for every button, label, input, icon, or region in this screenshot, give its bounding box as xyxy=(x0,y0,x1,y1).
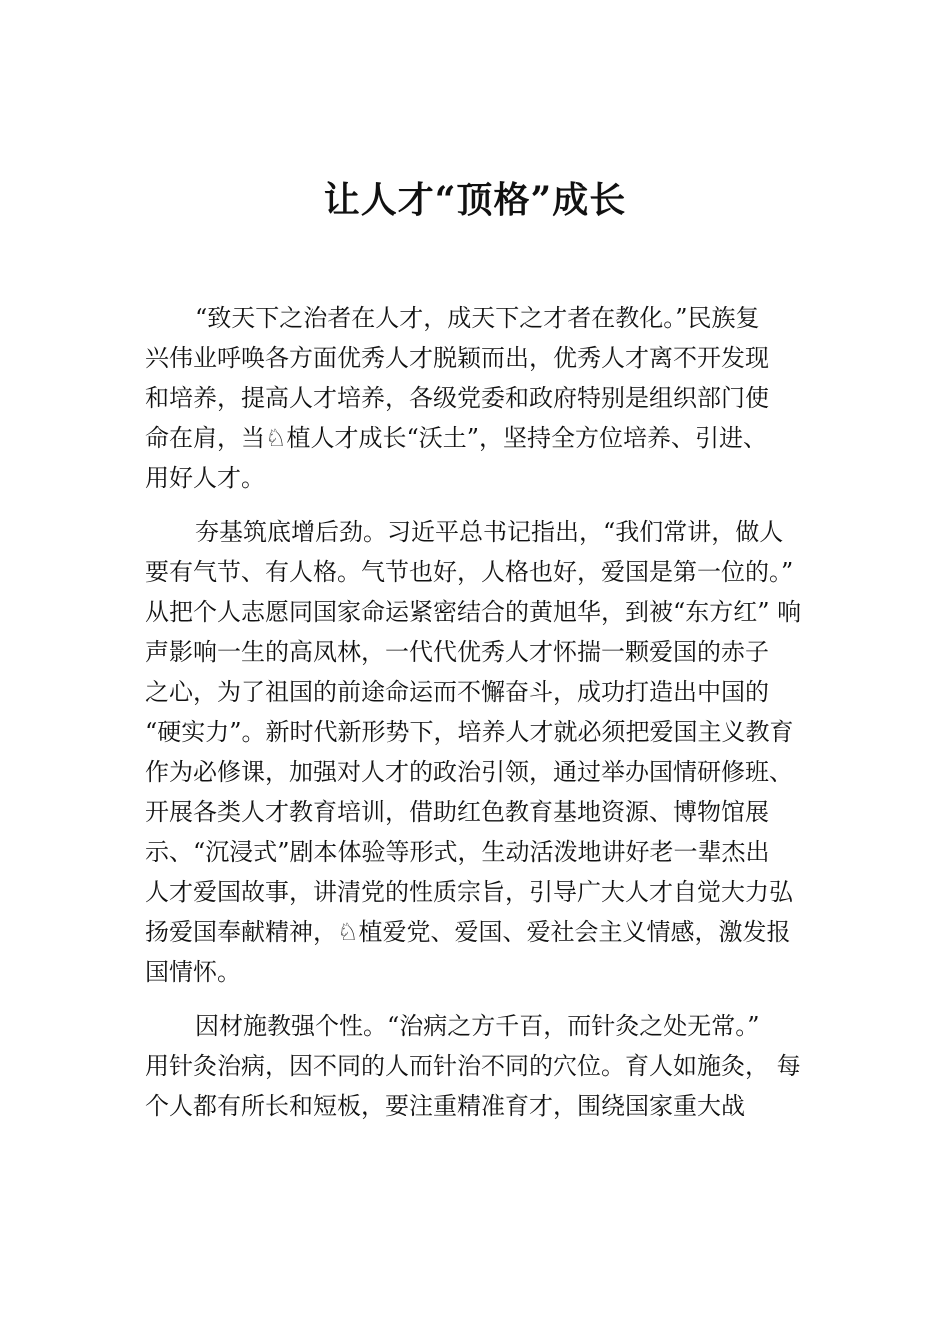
text-line: 国情怀。 xyxy=(145,958,241,986)
text-line: 因材施教强个性。“治病之方千百，而针灸之处无常。” xyxy=(195,1012,760,1040)
text-line: 扬爱国奉献精神，♘植爱党、爱国、爱社会主义情感，激发报 xyxy=(145,918,791,946)
text-line: 要有气节、有人格。气节也好，人格也好，爱国是第一位的。” xyxy=(145,558,794,586)
paragraph-spacer xyxy=(145,992,820,1006)
text-line: 和培养，提高人才培养，各级党委和政府特别是组织部门使 xyxy=(145,384,769,412)
paragraph-1 xyxy=(145,298,820,498)
text-line: 作为必修课，加强对人才的政治引领，通过举办国情研修班、 xyxy=(145,758,793,786)
paragraph-3 xyxy=(145,1006,820,1126)
paragraph-2 xyxy=(145,512,820,992)
text-line: 示、“沉浸式”剧本体验等形式，生动活泼地讲好老一辈杰出 xyxy=(145,838,770,866)
text-line: 声影响一生的高凤林，一代代优秀人才怀揣一颗爱国的赤子 xyxy=(145,638,769,666)
text-line: 人才爱国故事，讲清党的性质宗旨，引导广大人才自觉大力弘 xyxy=(145,878,793,906)
text-line: “致天下之治者在人才，成天下之才者在教化。”民族复 xyxy=(195,304,760,332)
text-line: 用针灸治病，因不同的人而针治不同的穴位。育人如施灸， 每 xyxy=(145,1052,801,1080)
text-line: 用好人才。 xyxy=(145,464,265,492)
document-body xyxy=(145,298,820,1126)
text-line: 个人都有所长和短板，要注重精准育才，围绕国家重大战 xyxy=(145,1092,745,1120)
text-line: “硬实力”。新时代新形势下，培养人才就必须把爱国主义教育 xyxy=(145,718,794,746)
text-line: 之心，为了祖国的前途命运而不懈奋斗，成功打造出中国的 xyxy=(145,678,769,706)
text-line: 开展各类人才教育培训，借助红色教育基地资源、博物馆展 xyxy=(145,798,769,826)
document-title: 让人才“顶格”成长 xyxy=(323,179,627,221)
text-line: 兴伟业呼唤各方面优秀人才脱颖而出，优秀人才离不开发现 xyxy=(145,344,769,372)
text-line: 命在肩，当♘植人才成长“沃土”，坚持全方位培养、引进、 xyxy=(145,424,768,452)
text-line: 夯基筑底增后劲。习近平总书记指出，“我们常讲，做人 xyxy=(195,518,784,546)
text-line: 从把个人志愿同国家命运紧密结合的黄旭华，到被“东方红” 响 xyxy=(145,598,802,626)
paragraph-spacer xyxy=(145,498,820,512)
